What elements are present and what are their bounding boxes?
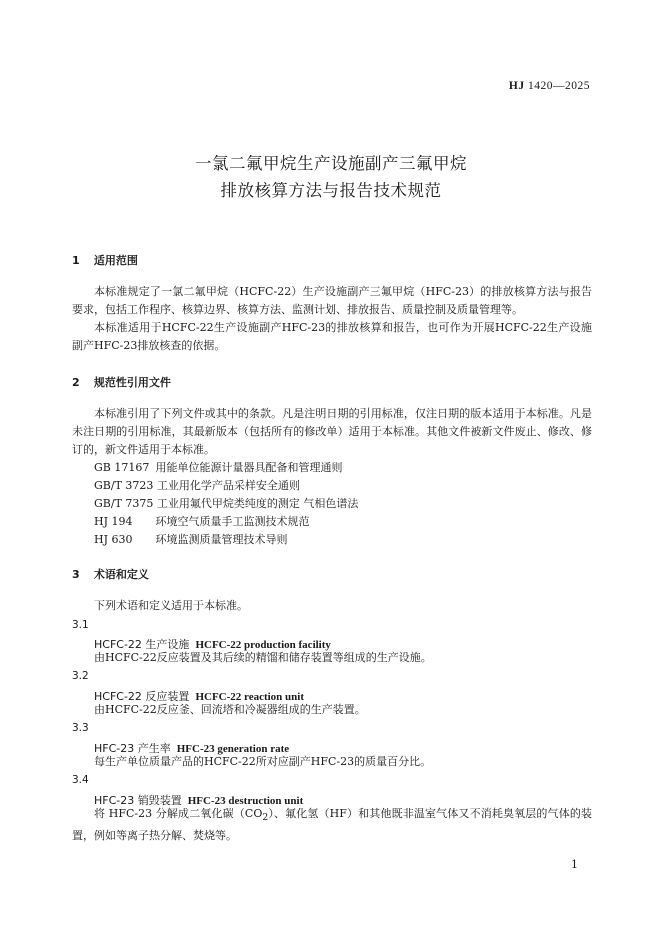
section-2-heading — [72, 374, 171, 390]
reference-code: HJ 194 — [94, 515, 133, 528]
term-english: HCFC-22 reaction unit — [195, 691, 305, 703]
page-number: 1 — [571, 858, 578, 871]
reference-title: 环境空气质量手工监测技术规范 — [155, 515, 310, 528]
reference-code: GB/T 3723 — [94, 479, 154, 492]
term-chinese: HCFC-22 生产设施 — [94, 638, 190, 651]
section-3-intro: 下列术语和定义适用于本标准。 — [94, 599, 248, 612]
reference-title: 环境监测质量管理技术导则 — [155, 533, 288, 546]
reference-code: GB/T 7375 — [94, 497, 154, 510]
term-definition: 由HCFC-22反应装置及其后续的精馏和储存装置等组成的生产设施。 — [94, 651, 432, 664]
section-number: 3 — [72, 568, 80, 581]
term-definition — [72, 805, 592, 845]
reference-item — [94, 531, 288, 549]
term-chinese: HCFC-22 反应装置 — [94, 690, 190, 703]
term-number: 3.4 — [72, 774, 89, 786]
term-definition: 每生产单位质量产品的HCFC-22所对应副产HFC-23的质量百分比。 — [94, 755, 432, 768]
section-title: 适用范围 — [93, 254, 138, 267]
reference-title: 工业用化学产品采样安全通则 — [156, 479, 300, 492]
standard-prefix: HJ — [508, 80, 525, 92]
reference-item — [94, 513, 310, 531]
section-number: 2 — [72, 376, 80, 389]
reference-code: HJ 630 — [94, 533, 133, 546]
term-english: HCFC-22 production facility — [195, 639, 331, 651]
standard-code — [509, 80, 590, 92]
term-definition: 由HCFC-22反应釜、回流塔和冷凝器组成的生产装置。 — [94, 703, 366, 716]
section-title: 术语和定义 — [93, 568, 149, 581]
term-number: 3.3 — [72, 722, 89, 734]
section-number: 1 — [72, 254, 80, 267]
term-chinese: HFC-23 销毁装置 — [94, 794, 182, 807]
standard-number: 1420—2025 — [528, 80, 590, 92]
term-english: HFC-23 generation rate — [176, 743, 290, 755]
reference-code: GB 17167 — [94, 461, 150, 474]
section-3-heading — [72, 566, 149, 582]
section-1-heading — [72, 252, 138, 268]
term-number: 3.1 — [72, 619, 89, 631]
term-english: HFC-23 destruction unit — [187, 795, 304, 807]
section-1-paragraph-2: 本标准适用于HCFC-22生产设施副产HFC-23的排放核算和报告，也可作为开展HCFC-22生产设施副产HFC-23排放核查的依据。 — [72, 321, 592, 352]
reference-item — [94, 495, 358, 513]
definition-text-part2: ）、氟化氢（HF）和其他既非温室气体又不消耗臭氧层的气体的装置，例如等离子热分解、焚烧等。 — [72, 807, 592, 843]
term-number: 3.2 — [72, 670, 89, 682]
page-title-line1: 一氯二氟甲烷生产设施副产三氟甲烷 — [195, 154, 467, 173]
reference-item — [94, 477, 300, 495]
term-chinese: HFC-23 产生率 — [94, 742, 171, 755]
reference-title: 用能单位能源计量器具配备和管理通则 — [155, 461, 343, 474]
subscript-2: 2 — [262, 812, 269, 824]
page-title-line2: 排放核算方法与报告技术规范 — [220, 181, 442, 200]
section-1-paragraph-1: 本标准规定了一氯二氟甲烷（HCFC-22）生产设施副产三氟甲烷（HFC-23）的排放核算方法与报告要求，包括工作程序、核算边界、核算方法、监测计划、排放报告、质量控制及质量管理等。 — [72, 285, 592, 316]
reference-title: 工业用氟代甲烷类纯度的测定 气相色谱法 — [156, 497, 359, 510]
section-title: 规范性引用文件 — [93, 376, 171, 389]
definition-text-part1: 将 HFC-23 分解成二氧化碳（CO — [94, 807, 263, 820]
section-2-paragraph: 本标准引用了下列文件或其中的条款。凡是注明日期的引用标准，仅注日期的版本适用于本标准。凡是未注日期的引用标准，其最新版本（包括所有的修改单）适用于本标准。其他文件被新文件废止、修改、修订的，新文件适用于本标准。 — [72, 407, 592, 456]
reference-item — [94, 459, 343, 477]
